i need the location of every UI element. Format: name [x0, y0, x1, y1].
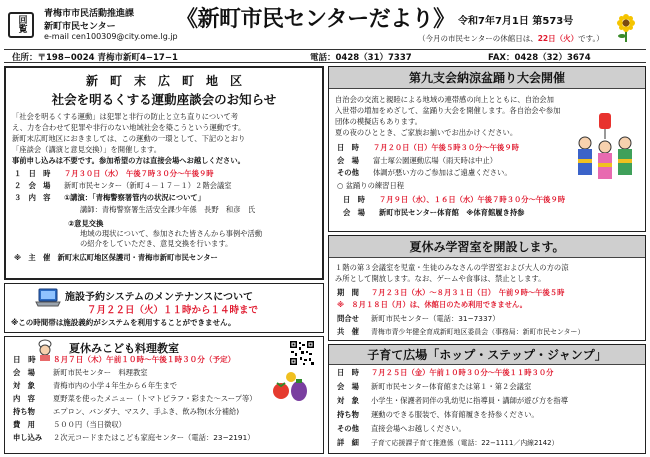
bonodori-date-row [337, 143, 563, 153]
seminar-intro-2: え、力を合わせて犯罪や非行のない地域社会を築こうという運動です。 [12, 123, 246, 132]
badge-text: 回覧 [16, 15, 27, 33]
cooking-row-label: 申し込み [13, 433, 43, 442]
study-room-article [328, 235, 646, 341]
bonodori-intro-4: 夏の夜のひととき、ご家族お揃いでお出かけください。 [335, 128, 518, 137]
cooking-row-value: 新町市民センター 料理教室 [53, 368, 148, 377]
seminar-article [4, 66, 324, 280]
seminar-intro-5: 事前申し込みは不要です。参加希望の方は直接会場へお越しください。 [12, 156, 245, 165]
hop-row-value: ７月２５日（金）午前１０時３０分～午後１１時３０分 [371, 368, 554, 377]
maintenance-date: ７月２２日（火）１１時から１４時まで [87, 305, 259, 316]
circulation-badge [8, 12, 34, 38]
study-period: ７月２３日（水）～８月３１日（日） 午前９時～午後５時 [371, 288, 565, 297]
seminar-intro-1: 「社会を明るくする運動」は犯罪と非行の防止と立ち直りについて考 [12, 112, 239, 121]
seminar-intro-4: 「座談会（講演と意見交換）」を開催します。 [12, 145, 161, 154]
cooking-row-label: 内 容 [13, 394, 35, 403]
seminar-content-label: ３ 内 容 [14, 193, 51, 202]
seminar-date-label: １ 日 時 [14, 169, 51, 178]
hop-row [337, 396, 639, 406]
bonodori-article [328, 66, 646, 232]
bonodori-other-row [337, 168, 563, 178]
seminar-venue-label: ２ 会 場 [14, 181, 51, 190]
seminar-host: ※ 主 催 新町末広町地区保護司・青梅市新町市民センター [14, 253, 218, 262]
bonodori-other: 体調が悪い方のご参加はご遠慮ください。 [373, 168, 512, 177]
seminar-venue-row [14, 181, 316, 191]
study-period-label: 期 間 [337, 288, 359, 297]
hop-row-label: 対 象 [337, 396, 359, 405]
study-cohost-label: 共 催 [337, 327, 359, 336]
bonodori-date-label: 日 時 [337, 143, 359, 152]
study-closed-note: ※ ８月１８日（月）は、休館日のため利用できません。 [337, 300, 527, 309]
seminar-content-1: ①講演：「青梅警察署管内の状況について」 [64, 193, 206, 202]
cooking-row [13, 407, 317, 417]
cooking-row [13, 368, 317, 378]
seminar-date: ７月３０日（水） 午後７時３０分～午後９時 [64, 169, 214, 178]
study-intro-2: み所として開放します。なお、ゲームや食事は、禁止とします。 [335, 274, 546, 283]
hop-row-value: 運動のできる服装で、体育館履きを持参ください。 [371, 410, 539, 419]
cooking-row-label: 費 用 [13, 420, 35, 429]
seminar-heading1: 新 町 末 広 町 地 区 [85, 74, 242, 88]
bonodori-practice-date-label: 日 時 [343, 195, 365, 204]
org-name: 青梅市市民活動推進課 [44, 9, 135, 19]
study-contact-row [337, 314, 639, 324]
hop-row-label: 日 時 [337, 368, 359, 377]
cooking-row [13, 355, 317, 365]
maintenance-notice [4, 283, 324, 333]
hop-row [337, 382, 639, 392]
cooking-row-value: 青梅市内の小学４年生から６年生まで [53, 381, 178, 390]
bonodori-practice-venue: 新町市民センター体育館 ※体育館履き持参 [379, 208, 525, 217]
hop-row [337, 438, 639, 448]
cooking-row-value: 夏野菜を使ったメニュー（トマトピラフ・彩また〜スープ等） [53, 394, 257, 403]
hop-row-value: 小学生・保護者同伴の乳幼児に指導員・講師が遊び方を指導 [371, 396, 569, 405]
telephone: 電話：0428（31）7337 [310, 53, 412, 63]
seminar-date-row [14, 169, 316, 179]
hop-row-value: 新町市民センター体育館または第１・第２会議室 [371, 382, 532, 391]
seminar-heading2: 社会を明るくする運動座談会のお知らせ [51, 92, 277, 107]
bonodori-practice-date: ７月９日（水）、１６日（水）午後７時３０分～午後９時 [379, 195, 566, 204]
study-contact-label: 問合せ [337, 314, 359, 323]
cooking-row-label: 会 場 [13, 368, 35, 377]
hop-row [337, 424, 639, 434]
cooking-row-label: 持ち物 [13, 407, 35, 416]
seminar-content-2: ②意見交換 [68, 219, 104, 228]
seminar-speaker: 講師：青梅警察署生活安全課少年係 長野 和彦 氏 [80, 205, 256, 214]
cooking-row-value: ２次元コードまたはこども家庭センター（電話：23−2191） [53, 433, 255, 442]
hop-row-label: 詳 細 [337, 438, 359, 447]
seminar-intro-3: 新町末広町地区におきましては、この運動の一環として、下記のとおり [12, 134, 246, 143]
cooking-title: 夏休みこども料理教室 [69, 342, 179, 355]
study-cohost-row [337, 327, 639, 337]
header [0, 0, 650, 63]
cooking-row-label: 日 時 [13, 355, 36, 364]
bonodori-intro-3: 団体の模擬店もあります。 [335, 117, 422, 126]
closing-notice [418, 33, 604, 44]
bonodori-date: ７月２０日（日）午後５時３０分～午後９時 [373, 143, 519, 152]
bonodori-title: 第九支会納涼盆踊り大会開催 [329, 67, 645, 89]
hop-row [337, 410, 639, 420]
hop-row-value: 子育て応援課子育て推進係（電話：22−1111／内線2142） [371, 439, 559, 447]
cooking-row [13, 420, 317, 430]
bonodori-venue: 富士塚公園運動広場（雨天時は中止） [373, 156, 498, 165]
contact-bar [4, 49, 646, 63]
maintenance-note: ※この時間帯は施設義約がシステムを利用することができません。 [11, 318, 236, 327]
bonodori-venue-label: 会 場 [337, 156, 359, 165]
seminar-content-2-desc2: の紹介をしていただき、意見交換を行います。 [80, 239, 233, 248]
bon-dancers-icon [569, 113, 641, 183]
seminar-venue: 新町市民センター（新町４－１７－１）２階会議室 [64, 181, 232, 190]
hop-row-value: 直接会場へお越しください。 [371, 424, 466, 433]
hop-row-label: 持ち物 [337, 410, 359, 419]
issue-number: 令和7年7月1日 第573号 [458, 16, 574, 27]
closing-date: 22日（火） [537, 34, 579, 43]
cooking-class [4, 336, 324, 454]
study-title: 夏休み学習室を開設します。 [329, 236, 645, 258]
bonodori-practice-date-row [343, 195, 639, 205]
study-intro-1: １階の第３会議室を児童・生徒のみなさんの学習室および大人の方の涼 [335, 263, 569, 272]
cooking-row-label: 対 象 [13, 381, 35, 390]
study-cohost: 青梅市青少年健全育成新町地区委員会（事務局：新町市民センター） [371, 328, 585, 336]
seminar-content-2-desc1: 地域の現状について、参加された皆さんから事例や活動 [80, 229, 263, 238]
cooking-row [13, 381, 317, 391]
address: 住所：〒198−0024 青梅市新町4−17−1 [12, 53, 178, 63]
maintenance-title: 施設予約システムのメンテナンスについて [65, 292, 253, 303]
bonodori-intro-2: 入世帯の増加をめざして、盆踊り大会を開催します。各自治会や参加 [335, 106, 561, 115]
center-name: 新町市民センター [44, 22, 116, 32]
hop-row-label: 会 場 [337, 382, 359, 391]
cooking-row [13, 433, 317, 443]
closing-notice-pre: （今月の市民センターの休館日は、 [418, 34, 538, 43]
sunflower-icon [616, 14, 636, 42]
bonodori-intro-1: 自治会の交流と親睦による地域の連帯感の向上とともに、自治会加 [335, 95, 554, 104]
fax: FAX：0428（32）3674 [488, 53, 591, 63]
hop-title: 子育て広場「ホップ・ステップ・ジャンプ」 [329, 345, 645, 365]
bonodori-practice-venue-row [343, 208, 639, 218]
study-contact: 新町市民センター（電話：31−7337） [371, 314, 500, 323]
bonodori-practice-title: ○ 盆踊りの練習日程 [337, 181, 405, 190]
cooking-row-value: ８月７日（木）午前１０時～午後１時３０分（予定） [53, 355, 236, 364]
bonodori-practice-venue-label: 会 場 [343, 208, 365, 217]
newsletter-title: 《新町市民センターだより》 [176, 7, 455, 32]
cooking-row [13, 394, 317, 404]
email[interactable]: e-mail cen100309@city.ome.lg.jp [44, 32, 178, 41]
hop-row [337, 368, 639, 378]
seminar-content-row [14, 193, 316, 203]
cooking-row-value: エプロン、バンダナ、マスク、手ふき、飲み物(水分補給) [53, 407, 240, 416]
hop-step-jump-article [328, 344, 646, 454]
hop-row-label: その他 [337, 424, 359, 433]
cooking-row-value: ５００円（当日徴収） [53, 420, 126, 429]
study-period-row [337, 288, 639, 298]
laptop-icon [35, 287, 61, 309]
closing-notice-post: です。） [578, 34, 604, 43]
bonodori-venue-row [337, 156, 563, 166]
bonodori-other-label: その他 [337, 168, 359, 177]
